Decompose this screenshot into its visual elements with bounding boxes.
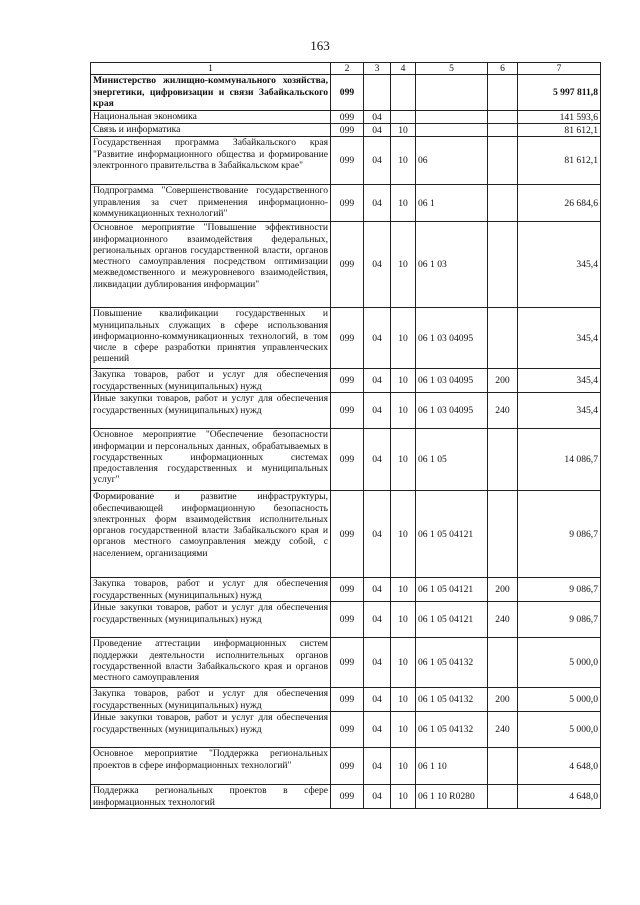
- table-row: [91, 369, 601, 393]
- row-section: 04: [364, 369, 391, 393]
- row-target-article: 06 1 05 04132: [416, 712, 488, 748]
- row-admin-code: 099: [331, 638, 364, 688]
- row-admin-code: 099: [331, 602, 364, 638]
- row-section: 04: [364, 222, 391, 308]
- row-expense-type: [488, 748, 518, 785]
- row-target-article: 06 1 05 04121: [416, 578, 488, 602]
- row-section: 04: [364, 785, 391, 809]
- row-name: Основное мероприятие "Поддержка региональных проектов в сфере информационных технологий": [91, 748, 331, 785]
- row-section: [364, 75, 391, 111]
- row-admin-code: 099: [331, 429, 364, 491]
- row-name: Проведение аттестации информационных систем поддержки деятельности исполнительных органов государственной власти Забайкальского края и органов местного самоуправления: [91, 638, 331, 688]
- table-row: [91, 111, 601, 124]
- table-row: [91, 75, 601, 111]
- row-amount: 345,4: [518, 369, 601, 393]
- row-section: 04: [364, 185, 391, 222]
- row-subsection: 10: [391, 712, 416, 748]
- row-amount: 5 000,0: [518, 712, 601, 748]
- row-target-article: 06 1 03 04095: [416, 393, 488, 429]
- row-name: Иные закупки товаров, работ и услуг для обеспечения государственных (муниципальных) нужд: [91, 602, 331, 638]
- row-expense-type: [488, 638, 518, 688]
- table-row: [91, 638, 601, 688]
- row-amount: 81 612,1: [518, 124, 601, 137]
- table-row: [91, 491, 601, 578]
- row-amount: 5 000,0: [518, 688, 601, 712]
- row-expense-type: [488, 75, 518, 111]
- row-admin-code: 099: [331, 712, 364, 748]
- row-expense-type: [488, 185, 518, 222]
- row-subsection: 10: [391, 688, 416, 712]
- row-target-article: 06 1 03 04095: [416, 308, 488, 369]
- row-target-article: [416, 75, 488, 111]
- row-target-article: 06 1 05 04121: [416, 491, 488, 578]
- row-name: Повышение квалификации государственных и муниципальных служащих в сфере использования информационно-коммуникационных технологий, в том числе в сфере разработки принятия управленческих решений: [91, 308, 331, 369]
- row-amount: 345,4: [518, 222, 601, 308]
- row-section: 04: [364, 308, 391, 369]
- row-name: Национальная экономика: [91, 111, 331, 124]
- table-row: [91, 393, 601, 429]
- table-row: [91, 137, 601, 185]
- row-target-article: 06 1 05: [416, 429, 488, 491]
- row-name: Связь и информатика: [91, 124, 331, 137]
- row-subsection: 10: [391, 429, 416, 491]
- row-amount: 9 086,7: [518, 602, 601, 638]
- row-expense-type: 200: [488, 578, 518, 602]
- row-target-article: 06: [416, 137, 488, 185]
- row-target-article: 06 1 10 R0280: [416, 785, 488, 809]
- row-subsection: 10: [391, 222, 416, 308]
- row-section: 04: [364, 578, 391, 602]
- row-admin-code: 099: [331, 393, 364, 429]
- row-subsection: [391, 111, 416, 124]
- row-expense-type: 200: [488, 369, 518, 393]
- row-name: Министерство жилищно-коммунального хозяйства, энергетики, цифровизации и связи Забайкальского края: [91, 75, 331, 111]
- row-admin-code: 099: [331, 491, 364, 578]
- row-admin-code: 099: [331, 578, 364, 602]
- row-amount: 81 612,1: [518, 137, 601, 185]
- row-target-article: 06 1 03 04095: [416, 369, 488, 393]
- table-row: [91, 688, 601, 712]
- table-row: [91, 785, 601, 809]
- table-row: [91, 578, 601, 602]
- row-section: 04: [364, 137, 391, 185]
- table-row: [91, 308, 601, 369]
- row-name: Формирование и развитие инфраструктуры, обеспечивающей информационную безопасность электронных форм взаимодействия исполнительных органов государственной власти Забайкальского края и органов местного самоуправления между собой, с населением, организациями: [91, 491, 331, 578]
- row-target-article: 06 1 03: [416, 222, 488, 308]
- page-number: 163: [310, 38, 330, 53]
- table-row: [91, 712, 601, 748]
- row-amount: 26 684,6: [518, 185, 601, 222]
- row-amount: 4 648,0: [518, 785, 601, 809]
- header-col-4: 4: [391, 63, 416, 75]
- row-target-article: 06 1 10: [416, 748, 488, 785]
- row-amount: 345,4: [518, 393, 601, 429]
- row-admin-code: 099: [331, 137, 364, 185]
- row-section: 04: [364, 393, 391, 429]
- row-subsection: 10: [391, 491, 416, 578]
- row-section: 04: [364, 111, 391, 124]
- row-subsection: 10: [391, 308, 416, 369]
- row-section: 04: [364, 748, 391, 785]
- row-amount: 141 593,6: [518, 111, 601, 124]
- row-expense-type: [488, 491, 518, 578]
- row-admin-code: 099: [331, 688, 364, 712]
- row-expense-type: 200: [488, 688, 518, 712]
- header-row: [91, 63, 601, 75]
- row-amount: 9 086,7: [518, 578, 601, 602]
- row-amount: 5 997 811,8: [518, 75, 601, 111]
- row-name: Иные закупки товаров, работ и услуг для обеспечения государственных (муниципальных) нужд: [91, 393, 331, 429]
- row-subsection: 10: [391, 785, 416, 809]
- row-amount: 345,4: [518, 308, 601, 369]
- row-subsection: 10: [391, 578, 416, 602]
- row-target-article: 06 1 05 04121: [416, 602, 488, 638]
- row-name: Поддержка региональных проектов в сфере информационных технологий: [91, 785, 331, 809]
- row-section: 04: [364, 688, 391, 712]
- header-col-1: 1: [91, 63, 331, 75]
- row-subsection: 10: [391, 638, 416, 688]
- row-section: 04: [364, 491, 391, 578]
- row-section: 04: [364, 712, 391, 748]
- row-expense-type: 240: [488, 393, 518, 429]
- row-target-article: 06 1 05 04132: [416, 638, 488, 688]
- row-expense-type: 240: [488, 712, 518, 748]
- row-subsection: 10: [391, 369, 416, 393]
- header-col-5: 5: [416, 63, 488, 75]
- row-expense-type: [488, 222, 518, 308]
- row-subsection: 10: [391, 748, 416, 785]
- row-target-article: 06 1: [416, 185, 488, 222]
- row-name: Подпрограмма "Совершенствование государственного управления за счет применения информационно-коммуникационных технологий": [91, 185, 331, 222]
- row-name: Закупка товаров, работ и услуг для обеспечения государственных (муниципальных) нужд: [91, 578, 331, 602]
- row-name: Государственная программа Забайкальского края "Развитие информационного общества и формирование электронного правительства в Забайкальском крае": [91, 137, 331, 185]
- header-col-3: 3: [364, 63, 391, 75]
- row-expense-type: [488, 124, 518, 137]
- row-target-article: [416, 111, 488, 124]
- table-row: [91, 124, 601, 137]
- row-admin-code: 099: [331, 124, 364, 137]
- row-expense-type: [488, 111, 518, 124]
- row-section: 04: [364, 602, 391, 638]
- row-target-article: 06 1 05 04132: [416, 688, 488, 712]
- header-col-6: 6: [488, 63, 518, 75]
- table-row: [91, 602, 601, 638]
- row-section: 04: [364, 429, 391, 491]
- row-target-article: [416, 124, 488, 137]
- row-admin-code: 099: [331, 185, 364, 222]
- row-expense-type: [488, 785, 518, 809]
- row-admin-code: 099: [331, 111, 364, 124]
- row-expense-type: [488, 429, 518, 491]
- row-name: Закупка товаров, работ и услуг для обеспечения государственных (муниципальных) нужд: [91, 688, 331, 712]
- row-name: Иные закупки товаров, работ и услуг для обеспечения государственных (муниципальных) нужд: [91, 712, 331, 748]
- row-name: Основное мероприятие "Повышение эффективности информационного взаимодействия федеральных, региональных органов государственной власти, органов местного самоуправления посредством оптимизации межведомственного и межуровневого взаимодействия, ликвидации дублирования информации": [91, 222, 331, 308]
- budget-table: [90, 62, 601, 809]
- header-col-7: 7: [518, 63, 601, 75]
- row-subsection: 10: [391, 137, 416, 185]
- row-subsection: 10: [391, 602, 416, 638]
- table-row: [91, 185, 601, 222]
- row-name: Закупка товаров, работ и услуг для обеспечения государственных (муниципальных) нужд: [91, 369, 331, 393]
- row-admin-code: 099: [331, 785, 364, 809]
- row-name: Основное мероприятие "Обеспечение безопасности информации и персональных данных, обрабатываемых в государственных информационных системах предоставления государственных и муниципальных услуг": [91, 429, 331, 491]
- row-expense-type: [488, 308, 518, 369]
- row-amount: 5 000,0: [518, 638, 601, 688]
- row-expense-type: 240: [488, 602, 518, 638]
- row-admin-code: 099: [331, 75, 364, 111]
- table-row: [91, 429, 601, 491]
- row-subsection: 10: [391, 185, 416, 222]
- row-admin-code: 099: [331, 222, 364, 308]
- row-admin-code: 099: [331, 308, 364, 369]
- row-section: 04: [364, 124, 391, 137]
- row-admin-code: 099: [331, 369, 364, 393]
- row-expense-type: [488, 137, 518, 185]
- header-col-2: 2: [331, 63, 364, 75]
- table-row: [91, 748, 601, 785]
- row-subsection: 10: [391, 393, 416, 429]
- row-subsection: [391, 75, 416, 111]
- row-amount: 9 086,7: [518, 491, 601, 578]
- row-amount: 4 648,0: [518, 748, 601, 785]
- row-admin-code: 099: [331, 748, 364, 785]
- row-subsection: 10: [391, 124, 416, 137]
- row-section: 04: [364, 638, 391, 688]
- table-row: [91, 222, 601, 308]
- row-amount: 14 086,7: [518, 429, 601, 491]
